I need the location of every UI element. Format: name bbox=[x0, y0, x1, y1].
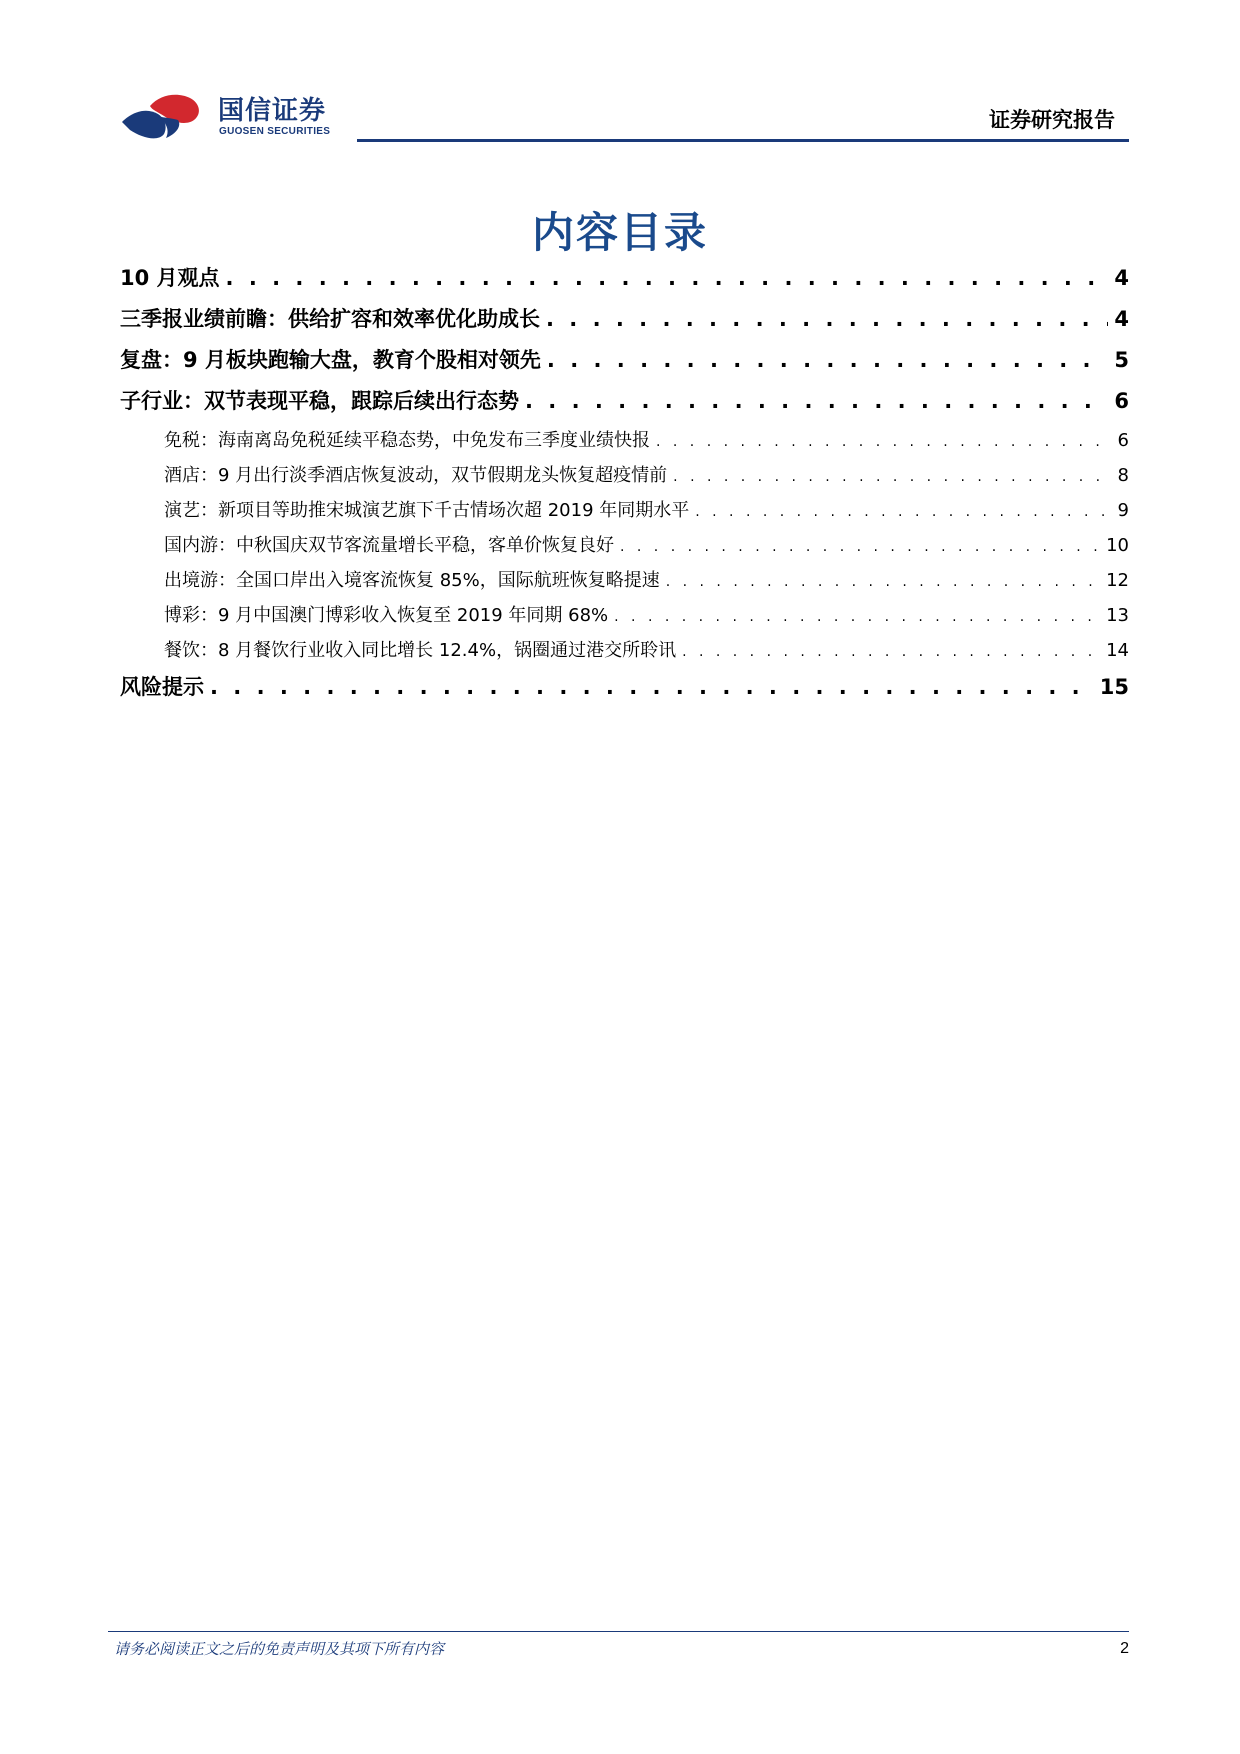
toc-entry[interactable] bbox=[120, 385, 1129, 426]
toc-subentry[interactable] bbox=[120, 426, 1129, 461]
toc-entry-page: 4 bbox=[1114, 266, 1129, 290]
toc-entry-label: 复盘：9 月板块跑输大盘，教育个股相对领先 bbox=[120, 348, 541, 372]
toc-entry-page: 9 bbox=[1117, 500, 1129, 521]
toc-entry-label: 国内游：中秋国庆双节客流量增长平稳，客单价恢复良好 bbox=[164, 535, 614, 556]
toc-entry-label: 风险提示 bbox=[120, 675, 204, 699]
toc-entry-label: 餐饮：8 月餐饮行业收入同比增长 12.4%，锅圈通过港交所聆讯 bbox=[164, 640, 677, 661]
toc-entry-label: 博彩：9 月中国澳门博彩收入恢复至 2019 年同期 68% bbox=[164, 605, 609, 626]
toc-leader-dots bbox=[546, 307, 1108, 331]
toc-leader-dots bbox=[226, 266, 1109, 290]
toc-subentry[interactable] bbox=[120, 496, 1129, 531]
toc-leader-dots bbox=[547, 348, 1108, 372]
toc-entry-page: 14 bbox=[1106, 640, 1129, 661]
page-header bbox=[0, 0, 1240, 150]
company-logo bbox=[120, 88, 340, 148]
toc-leader-dots bbox=[210, 675, 1094, 699]
toc-entry-label: 三季报业绩前瞻：供给扩容和效率优化助成长 bbox=[120, 307, 540, 331]
logo-chinese-name: 国信证券 bbox=[218, 96, 327, 126]
toc-leader-dots bbox=[656, 434, 1112, 450]
toc-subentry[interactable] bbox=[120, 636, 1129, 671]
toc-subentry[interactable] bbox=[120, 601, 1129, 636]
toc-leader-dots bbox=[614, 609, 1100, 625]
toc-entry-page: 8 bbox=[1117, 465, 1129, 486]
toc-entry-page: 6 bbox=[1114, 389, 1129, 413]
toc-entry-page: 10 bbox=[1106, 535, 1129, 556]
toc-subentry[interactable] bbox=[120, 461, 1129, 496]
toc-leader-dots bbox=[666, 574, 1100, 590]
toc-entry-page: 6 bbox=[1117, 430, 1129, 451]
toc-subentry[interactable] bbox=[120, 531, 1129, 566]
toc-entry-page: 4 bbox=[1114, 307, 1129, 331]
toc-leader-dots bbox=[525, 389, 1108, 413]
footer-divider bbox=[108, 1631, 1129, 1632]
toc-leader-dots bbox=[682, 644, 1100, 660]
toc-leader-dots bbox=[620, 539, 1100, 555]
page-number: 2 bbox=[1120, 1640, 1129, 1657]
toc-entry-page: 12 bbox=[1106, 570, 1129, 591]
report-type-label: 证券研究报告 bbox=[989, 108, 1115, 132]
toc-entry-label: 演艺：新项目等助推宋城演艺旗下千古情场次超 2019 年同期水平 bbox=[164, 500, 690, 521]
toc-entry[interactable] bbox=[120, 262, 1129, 303]
toc-entry-label: 子行业：双节表现平稳，跟踪后续出行态势 bbox=[120, 389, 519, 413]
table-of-contents bbox=[120, 262, 1129, 712]
toc-entry-label: 出境游：全国口岸出入境客流恢复 85%，国际航班恢复略提速 bbox=[164, 570, 660, 591]
toc-entry[interactable] bbox=[120, 303, 1129, 344]
logo-english-name: GUOSEN SECURITIES bbox=[219, 126, 331, 137]
toc-title: 内容目录 bbox=[531, 208, 708, 257]
toc-entry[interactable] bbox=[120, 671, 1129, 712]
guosen-logo-icon bbox=[120, 88, 208, 148]
toc-entry-label: 免税：海南离岛免税延续平稳态势，中免发布三季度业绩快报 bbox=[164, 430, 650, 451]
toc-leader-dots bbox=[673, 469, 1111, 485]
toc-entry-page: 13 bbox=[1106, 605, 1129, 626]
toc-entry-page: 5 bbox=[1114, 348, 1129, 372]
toc-entry-label: 10 月观点 bbox=[120, 266, 220, 290]
toc-entry[interactable] bbox=[120, 344, 1129, 385]
toc-subentry[interactable] bbox=[120, 566, 1129, 601]
toc-entry-label: 酒店：9 月出行淡季酒店恢复波动，双节假期龙头恢复超疫情前 bbox=[164, 465, 668, 486]
footer-disclaimer: 请务必阅读正文之后的免责声明及其项下所有内容 bbox=[114, 1640, 445, 1658]
header-divider bbox=[357, 139, 1129, 142]
toc-leader-dots bbox=[695, 504, 1111, 520]
toc-entry-page: 15 bbox=[1099, 675, 1129, 699]
